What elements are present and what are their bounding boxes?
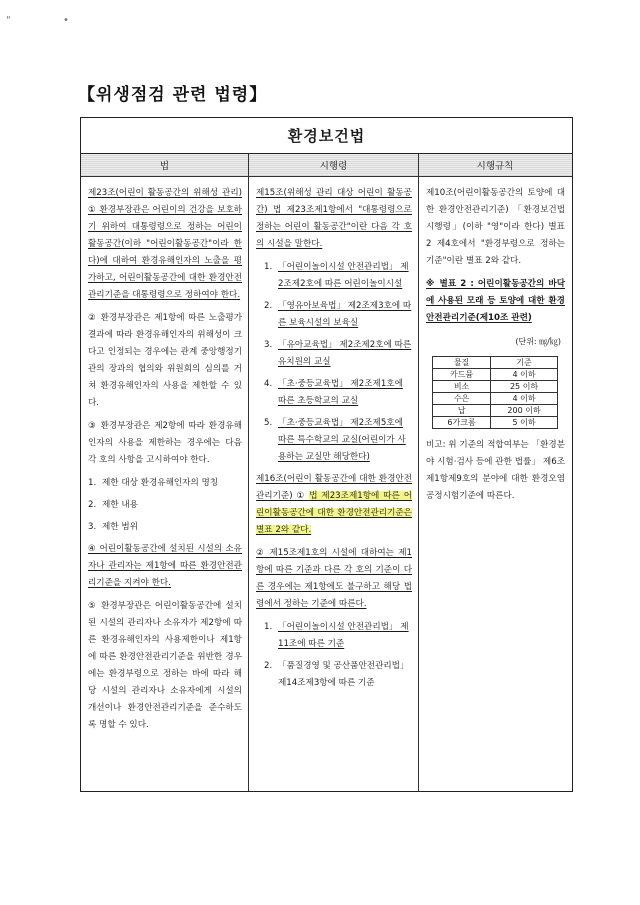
table-row: [433, 405, 558, 417]
table-row: [433, 369, 558, 381]
decree-article-16-p2: ② 제15조제1호의 시설에 대하여는 제1항에 따른 기준과 다른 각 호의 기준이 다른 경우에는 제1항에도 불구하고 해당 법령에서 정하는 기준에 따른다.: [256, 548, 412, 609]
law-article-23-p5: ⑤ 환경부장관은 어린이활동공간에 설치된 시설의 관리자나 소유자가 제2항에 따른 환경유해인자의 사용제한이나 제1항에 따른 환경안전관리기준을 위반한 경우에는 환경부령으로 정하는 바에 따라 해당 시설의 관리자나 소유자에게 시설의 개선이나 환경안전관리기준을 준수하도록 명할 수 있다.: [88, 601, 242, 730]
table-cell: 4 이하: [491, 369, 558, 381]
highlighted-text: 법 제23조제1항에 따른 어린이활동공간에 대한 환경안전관리기준은 별표 2와 같다.: [256, 491, 413, 535]
list-item: [256, 298, 412, 332]
law-column: [81, 177, 249, 791]
table-title: 환경보건법: [81, 118, 572, 154]
remark-text: 비고: 위 기준의 적합여부는 「환경분야 시험·검사 등에 관한 법률」 제6조제1항제9호의 분야에 대한 환경오염공정시험기준에 따른다.: [426, 440, 565, 501]
decree-article-16-p1: [256, 471, 412, 539]
list-item: [256, 658, 412, 692]
list-item: [256, 259, 412, 293]
table-cell: 납: [433, 405, 491, 417]
table-header: 기준: [491, 357, 558, 369]
annex-2-note: ※ 별표 2 : 어린이활동공간의 바닥에 사용된 모래 등 토양에 대한 환경안전관리기준(제10조 관련): [426, 279, 565, 323]
item-number: 5.: [264, 418, 273, 428]
item-text: 제한 대상 환경유해인자의 명칭: [102, 478, 219, 488]
law-article-23-p4: ④ 어린이활동공간에 설치된 시설의 소유자나 관리자는 제1항에 따른 환경안전관리기준을 지켜야 한다.: [88, 544, 242, 588]
table-row: [433, 417, 558, 429]
table-cell: 200 이하: [491, 405, 558, 417]
column-header-rule: 시행규칙: [476, 161, 514, 172]
unit-label: (단위: ㎎/㎏): [515, 337, 561, 346]
decree-column: [249, 177, 419, 791]
table-cell: 25 이하: [491, 381, 558, 393]
item-number: 1.: [264, 622, 273, 632]
item-text: 「유아교육법」 제2조제2호에 따른 유치원의 교실: [278, 340, 412, 367]
table-cell: 5 이하: [491, 417, 558, 429]
item-text: 「초·중등교육법」 제2조제1호에 따른 초등학교의 교실: [278, 379, 403, 406]
item-text: 「품질경영 및 공산품안전관리법」 제14조제3항에 따른 기준: [278, 661, 409, 688]
item-text: 「어린이놀이시설 안전관리법」 제2조제2호에 따른 어린이놀이시설: [278, 262, 409, 289]
item-text: 「영유아보육법」 제2조제3호에 따른 보육시설의 보육실: [278, 301, 412, 328]
law-article-23-p1: 제23조(어린이 활동공간의 위해성 관리) ① 환경부장관은 어린이의 건강을 보호하기 위하여 대통령령으로 정하는 어린이 활동공간(이하 "어린이활동공간"이라 한다)에 대하여 환경유해인자의 노출을 평가하고, 어린이활동공간에 대한 환경안전관리기준을 대통령령으로 정하여야 한다.: [88, 188, 242, 300]
decree-article-15: 제15조(위해성 관리 대상 어린이 활동공간) 법 제23조제1항에서 "대통령령으로 정하는 어린이 활동공간"이란 다음 각 호의 시설을 말한다.: [256, 188, 412, 249]
item-number: 2.: [88, 500, 97, 510]
page-heading: 【위생점검 관련 법령】: [78, 85, 268, 105]
table-cell: 비소: [433, 381, 491, 393]
law-table: [80, 117, 573, 792]
table-cell: 수은: [433, 393, 491, 405]
table-row: [433, 393, 558, 405]
column-header-decree: 시행령: [249, 154, 419, 176]
list-item: [256, 619, 412, 653]
table-header: 물질: [433, 357, 491, 369]
item-text: 제한 내용: [102, 500, 138, 510]
list-item: [88, 475, 242, 492]
column-headers: [81, 154, 572, 177]
item-number: 2.: [264, 301, 273, 311]
law-article-23-p3: ③ 환경부장관은 제2항에 따라 환경유해인자의 사용을 제한하는 경우에는 다음 각 호의 사항을 고시하여야 한다.: [88, 421, 242, 465]
item-number: 3.: [264, 340, 273, 350]
scan-mark-left: ": [6, 15, 11, 26]
law-article-23-p2: ② 환경부장관은 제1항에 따른 노출평가 결과에 따라 환경유해인자의 위해성이 크다고 인정되는 경우에는 관계 중앙행정기관의 장과의 협의와 위원회의 심의를 거쳐 환경유해인자의 사용을 제한할 수 있다.: [88, 313, 242, 408]
column-header-law: 법: [81, 154, 249, 176]
list-item: [256, 415, 412, 466]
list-item: [256, 337, 412, 371]
table-header-row: [433, 357, 558, 369]
list-item: [256, 376, 412, 410]
scan-mark-right: •: [63, 15, 69, 26]
item-number: 1.: [88, 478, 97, 488]
item-text: 「초·중등교육법」 제2조제5호에 따른 특수학교의 교실(어린이가 사용하는 교실만 해당한다): [278, 418, 406, 462]
rule-column: [419, 177, 571, 791]
item-text: 「어린이놀이시설 안전관리법」 제11조에 따른 기준: [278, 622, 409, 649]
item-number: 4.: [264, 379, 273, 389]
list-item: [88, 497, 242, 514]
item-number: 2.: [264, 661, 273, 671]
table-cell: 카드뮴: [433, 369, 491, 381]
item-number: 3.: [88, 522, 97, 532]
rule-article-10: 제10조(어린이활동공간의 토양에 대한 환경안전관리기준) 「환경보건법 시행령」(이하 "영"이라 한다) 별표 2 제4호에서 "환경부령으로 정하는 기준"이란 별표 2와 같다.: [426, 188, 565, 266]
table-row: [433, 381, 558, 393]
table-cell: 4 이하: [491, 393, 558, 405]
decree-article-16-heading: 제16조(어린이 활동공간에 대한 환경안전관리기준) ①: [256, 474, 412, 501]
item-text: 제한 범위: [102, 522, 138, 532]
list-item: [88, 519, 242, 536]
item-number: 1.: [264, 262, 273, 272]
table-cell: 6가크롬: [433, 417, 491, 429]
standards-table: [432, 356, 558, 429]
